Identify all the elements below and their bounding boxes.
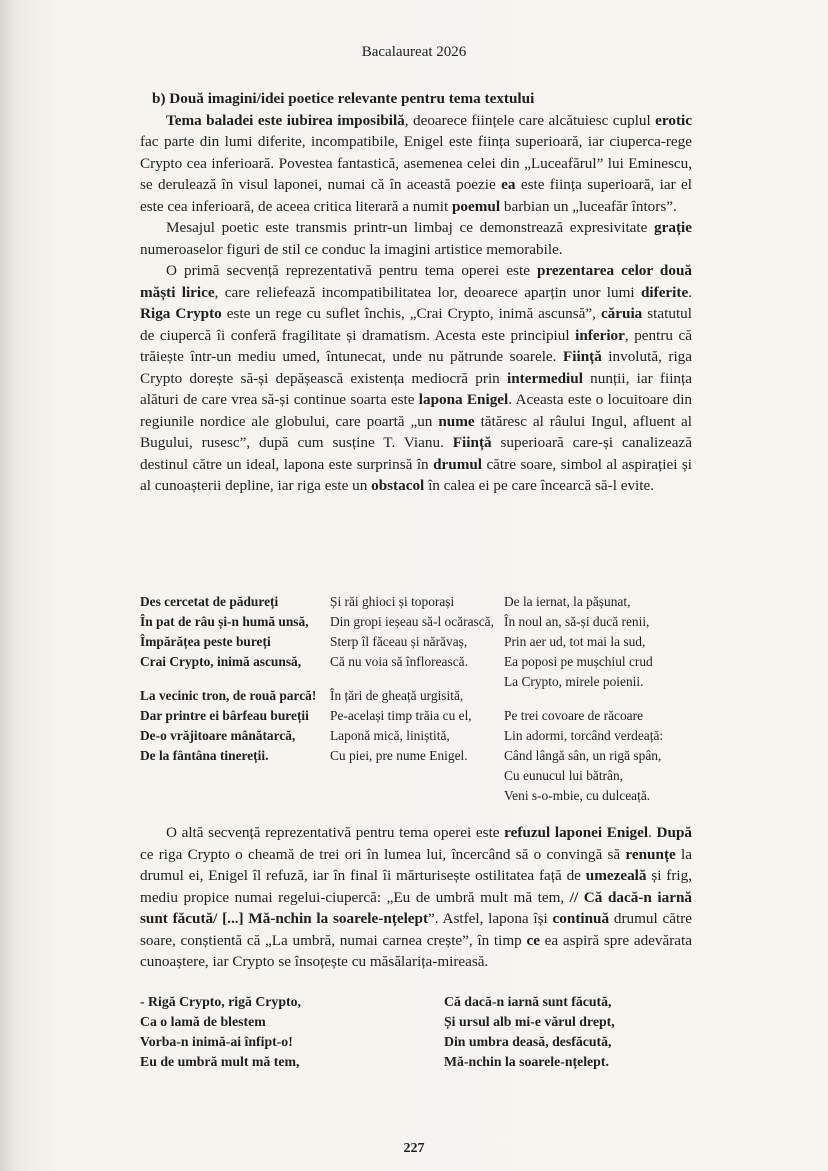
- text-run: superioară care-și canalizează destinul către un ideal, lapona este surprinsă în: [140, 434, 692, 473]
- poem-line: În țări de gheață urgisită,: [330, 688, 464, 703]
- text-run: grație: [654, 219, 692, 236]
- text-run: nunții, iar ființa alături de care vrea să-și continue soarta este: [140, 369, 692, 408]
- text-run: involută, riga Crypto dorește să-și depășească existența mediocră prin: [140, 348, 692, 387]
- text-run: Ființă: [562, 348, 602, 365]
- poem1-column-3: [504, 592, 663, 806]
- text-run: în calea ei pe care încearcă să-l evite.: [424, 477, 655, 494]
- poem-line: Ca o lamă de blestem: [140, 1014, 266, 1029]
- poem-line: De-o vrăjitoare mânătarcă,: [140, 728, 296, 743]
- text-run: lapona Enigel: [418, 391, 509, 408]
- poem-line: Dar printre ei bârfeau bureții: [140, 708, 309, 723]
- text-run: renunțe: [625, 845, 676, 863]
- paragraph-first-sequence: [140, 260, 692, 497]
- poem-excerpt-1: [140, 592, 700, 812]
- text-run: este ființa superioară, iar el este cea inferioară, de aceea critica literară a numit: [140, 176, 692, 215]
- text-run: statutul de ciupercă îi conferă fragilitate și dramatism. Acesta este principiul: [140, 305, 692, 344]
- section-heading: b) Două imagini/idei poetice relevante pentru tema textului: [152, 90, 535, 107]
- poem-line: Din umbra deasă, desfăcută,: [444, 1034, 612, 1049]
- text-run: , deoarece ființele care alcătuiesc cuplul: [404, 111, 656, 129]
- text-run: . Aceasta este o locuitoare din regiunile nordice ale globului, care poartă „un: [140, 391, 693, 430]
- text-run: Ființă: [452, 434, 492, 451]
- poem-line: În noul an, să-și ducă renii,: [504, 614, 650, 629]
- text-run: ea aspiră spre adevărata cunoaștere, iar Crypto se însoțește cu măsălarița-mireasă.: [140, 931, 693, 970]
- body-text: [140, 88, 692, 497]
- text-run: drumul: [433, 455, 483, 473]
- text-run: la drumul ei, Enigel îl refuză, iar în final îi mărturisește ostilitatea față de: [140, 845, 692, 884]
- text-run: obstacol: [371, 477, 425, 494]
- paragraph-second-sequence: [140, 822, 692, 973]
- poem1-column-1: [140, 592, 316, 766]
- text-run: nume: [438, 412, 475, 430]
- text-run: Tema baladei este: [166, 111, 287, 129]
- text-run: , care reliefează incompatibilitatea lor, deoarece aparțin unor lumi: [214, 283, 641, 301]
- poem-line: Des cercetat de pădureți: [140, 594, 279, 609]
- text-run: iubirea imposibilă: [286, 111, 405, 129]
- text-run: fac parte din lumi diferite, incompatibile, Enigel este ființa superioară, iar ciuperca-rege Crypto cea inferioară. Povestea fantastică, asemenea celei din „Luceafărul” lui Eminescu, se derulează în visul laponei, numai că în această poezie: [140, 133, 692, 193]
- text-run: , pentru că trăiește într-un mediu umed, întunecat, unde nu pătrunde soarele.: [140, 326, 692, 365]
- poem-line: Ea poposi pe mușchiul crud: [504, 654, 653, 669]
- poem-line: Când lângă sân, un rigă spân,: [504, 748, 662, 763]
- poem-line: Laponă mică, liniștită,: [330, 728, 450, 743]
- text-run: .: [688, 283, 692, 301]
- text-run: Riga Crypto: [140, 305, 222, 322]
- text-run: ea: [501, 176, 516, 193]
- text-run: După: [656, 824, 693, 841]
- text-run: continuă: [552, 910, 610, 927]
- poem1-col2-stanza1: [330, 592, 494, 672]
- text-run: barbian un „luceafăr întors”.: [500, 197, 677, 215]
- text-run: umezeală: [585, 867, 647, 884]
- paragraph-message: [140, 217, 692, 260]
- text-run: inferior: [575, 326, 625, 344]
- text-run: intermediul: [507, 369, 583, 387]
- poem-line: Pe-același timp trăia cu el,: [330, 708, 472, 723]
- poem-line: La vecinic tron, de rouă parcă!: [140, 688, 317, 703]
- text-run: și frig, mediu propice numai regelui-ciupercă: „Eu de umbră mult mă tem,: [140, 867, 693, 906]
- text-run: drumul către soare, conștientă că „La umbră, numai carnea crește”, în timp: [140, 910, 692, 949]
- poem1-col3-stanza2: [504, 706, 663, 806]
- text-run: erotic: [655, 111, 692, 129]
- poem-excerpt-2: [140, 992, 700, 1082]
- poem2-column-1: [140, 992, 301, 1072]
- poem-line: În pat de râu și-n humă unsă,: [140, 614, 309, 629]
- text-run: ce riga Crypto o cheamă de trei ori în lumea lui, încercând să o convingă să: [140, 845, 626, 863]
- poem1-column-2: [330, 592, 494, 766]
- poem2-column-2: [444, 992, 615, 1072]
- poem-line: Lin adormi, torcând verdeață:: [504, 728, 664, 743]
- text-run: O primă secvență reprezentativă pentru tema operei este: [166, 262, 537, 279]
- poem2-col2-stanza: [444, 992, 615, 1072]
- text-run: către soare, simbol al aspirației și al cunoașterii depline, iar riga este un: [140, 455, 692, 494]
- poem-line: Cu piei, pre nume Enigel.: [330, 748, 468, 763]
- poem-line: Pe trei covoare de răcoare: [504, 708, 644, 723]
- poem-line: - Rigă Crypto, rigă Crypto,: [140, 994, 301, 1009]
- poem-line: Eu de umbră mult mă tem,: [140, 1054, 300, 1069]
- poem-line: Din gropi ieșeau să-l ocărască,: [330, 614, 494, 629]
- poem-line: Crai Crypto, inimă ascunsă,: [140, 654, 302, 669]
- poem-line: Prin aer ud, tot mai la sud,: [504, 634, 646, 649]
- poem1-col1-stanza1: [140, 592, 316, 672]
- text-run: tătăresc al râului Ingul, afluent al Bugului, rusesc”, după cum susține T. Vianu.: [140, 412, 692, 451]
- body-text-2: [140, 822, 692, 973]
- poem2-col1-stanza: [140, 992, 301, 1072]
- poem-line: Cu eunucul lui bătrân,: [504, 768, 623, 783]
- poem-line: Împărățea peste bureți: [140, 634, 271, 649]
- text-run: prezentarea celor două măști lirice: [140, 262, 692, 301]
- paragraph-theme: [140, 110, 692, 218]
- text-run: .: [648, 824, 657, 841]
- poem-line: Vorba-n inimă-ai înfipt-o!: [140, 1034, 293, 1049]
- poem-line: Mă-nchin la soarele-nțelept.: [444, 1054, 609, 1069]
- poem-line: Sterp îl făceau și nărăvaș,: [330, 634, 468, 649]
- poem-line: Veni s-o-mbie, cu dulceață.: [504, 788, 651, 803]
- poem-line: La Crypto, mirele poienii.: [504, 674, 644, 689]
- page-number: 227: [403, 1141, 425, 1156]
- text-run: ce: [526, 931, 540, 949]
- poem-line: Că dacă-n iarnă sunt făcută,: [444, 994, 612, 1009]
- poem-line: De la fântâna tinereții.: [140, 748, 269, 763]
- text-run: poemul: [451, 197, 501, 215]
- text-run: // Că dacă-n iarnă sunt făcută/ [...] Mă-nchin la soarele-nțelept: [140, 888, 692, 927]
- poem-line: Că nu voia să înflorească.: [330, 654, 468, 669]
- text-run: ”. Astfel, lapona își: [428, 910, 553, 927]
- text-run: diferite: [640, 283, 689, 301]
- poem1-col3-stanza1: [504, 592, 663, 692]
- text-run: este un rege cu suflet închis, „Crai Crypto, inimă ascunsă”,: [221, 305, 601, 322]
- poem-line: Și răi ghioci și toporași: [330, 594, 455, 609]
- text-run: refuzul laponei Enigel: [504, 824, 649, 841]
- text-run: Mesajul poetic este transmis printr-un limbaj ce demonstrează expresivitate: [166, 219, 655, 236]
- text-run: căruia: [600, 305, 643, 322]
- poem-line: De la iernat, la pășunat,: [504, 594, 631, 609]
- text-run: O altă secvență reprezentativă pentru tema operei este: [166, 824, 505, 841]
- text-run: numeroaselor figuri de stil ce conduc la imagini artistice memorabile.: [140, 240, 563, 258]
- poem-line: Și ursul alb mi-e vărul drept,: [444, 1014, 615, 1029]
- poem1-col2-stanza2: [330, 686, 494, 766]
- running-header: Bacalaureat 2026: [361, 44, 467, 60]
- poem1-col1-stanza2: [140, 686, 316, 766]
